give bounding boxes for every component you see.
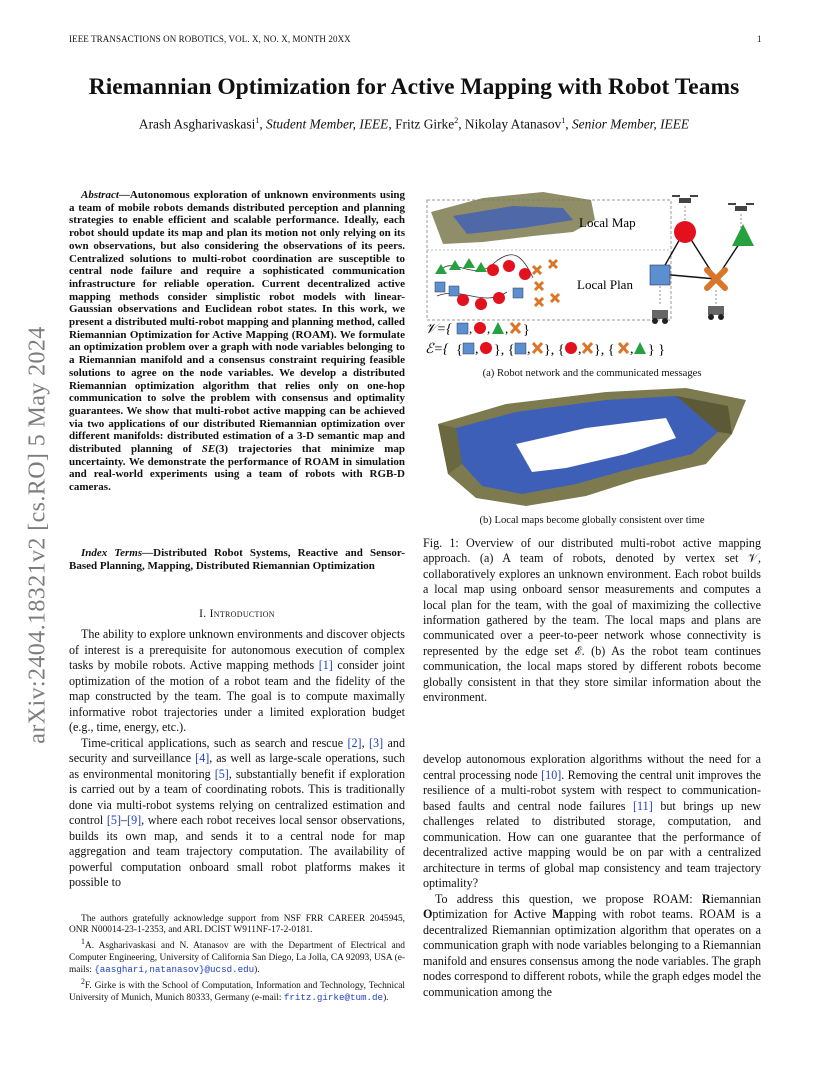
- text-run: . Removing the central unit improves the resilience of a multi-robot system with respect to communication-based faults and central node failures: [423, 767, 761, 813]
- text-run: develop autonomous exploration algorithms without the need for a central processing node: [423, 752, 761, 782]
- svg-text:} }: } }: [648, 343, 665, 358]
- blue-square-token: [513, 288, 523, 298]
- author-name: Nikolay Atanasov: [464, 116, 562, 132]
- arxiv-identifier-stamp: [22, 300, 54, 770]
- green-triangle-token: [475, 262, 487, 272]
- citation-link[interactable]: [3]: [369, 735, 384, 750]
- ground-robot-icon: [708, 306, 724, 320]
- ground-robot-icon: [652, 310, 668, 324]
- text-run: , where each robot receives local sensor observations, builds its own map, and sends it to a central node for map aggregation and team trajectory computation. The availability of powerful computation onboard small robot platforms makes it possible to: [69, 813, 405, 889]
- svg-text:}, {: }, {: [544, 343, 565, 358]
- citation-link[interactable]: [11]: [633, 798, 653, 813]
- section-number: I.: [199, 608, 210, 620]
- footnotes: [69, 914, 405, 1005]
- paragraph: [69, 627, 405, 736]
- svg-text:}: }: [523, 323, 530, 338]
- svg-text:,: ,: [475, 342, 479, 357]
- section-heading: [69, 608, 405, 620]
- text-run: ,: [361, 735, 370, 750]
- green-triangle-token: [463, 258, 475, 268]
- edge-set-symbols: [456, 342, 665, 358]
- text-run: A. Asgharivaskasi and N. Atanasov are with the Department of Electrical and Computer Engineering, University of California San Diego, La Jolla, CA 92093, USA (e-mails:: [69, 941, 405, 975]
- running-header: IEEE TRANSACTIONS ON ROBOTICS, VOL. X, NO. X, MONTH 20XX: [69, 34, 351, 44]
- email-link[interactable]: {aasghari,natanasov}@ucsd.edu: [94, 963, 255, 975]
- abstract-math-se-arg: (3): [215, 443, 229, 456]
- author-name: Fritz Girke: [395, 116, 455, 132]
- svg-text:,: ,: [505, 321, 509, 336]
- red-circle-token: [503, 260, 515, 272]
- index-terms-text: —Distributed Robot Systems, Reactive and Sensor-Based Planning, Mapping, Distributed Riemannian Optimization: [69, 547, 405, 572]
- robot-node-blue: [650, 265, 670, 285]
- green-triangle-token: [435, 264, 447, 274]
- text-run: To address this question, we propose ROAM:: [435, 891, 702, 906]
- footnote-mark: 2: [81, 977, 85, 987]
- local-map-label: Local Map: [579, 215, 636, 230]
- paper-title: Riemannian Optimization for Active Mapping with Robot Teams: [88, 74, 740, 100]
- text-run: , substantially benefit if exploration is carried out by a team of coordinating robots. This is traditionally done via multi-robot systems relying on centralized estimation and control: [69, 766, 406, 827]
- citation-link[interactable]: [9]: [127, 813, 142, 827]
- text-run: F. Girke is with the School of Computation, Information and Technology, Technical University of Munich, Munich 80333, Germany (e-mail:: [69, 981, 405, 1004]
- abstract: [69, 189, 405, 494]
- edge-set-label: ℰ={: [425, 342, 449, 357]
- svg-text:,: ,: [469, 321, 473, 336]
- introduction-text: [69, 627, 405, 891]
- text-run: consider joint optimization of the motion of a robot team and the fidelity of the map constructed by the team. The goal is to compute maximally informative robot trajectories under a limited exploration budget (e.g., time, energy, etc.).: [69, 658, 405, 734]
- footnote-funding: The authors gratefully acknowledge support from NSF FRR CAREER 2045945, ONR N00014-23-1-2353, and ARL DCIST W911NF-17-2-0181.: [69, 914, 405, 936]
- affiliation-mark: 1: [255, 116, 260, 125]
- abstract-lead: Abstract: [81, 189, 119, 201]
- svg-text:{: {: [456, 343, 463, 358]
- text-run: The ability to explore unknown environments and discover objects of interest is a prerequisite for autonomous execution of complex tasks by mobile robots. Active mapping methods: [69, 627, 405, 672]
- abstract-text-end: trajectories that minimize map uncertainty. We demonstrate the performance of ROAM in simulation and real-world experiments using a team of robots with RGB-D cameras.: [69, 443, 406, 494]
- acronym-letter: A: [513, 907, 523, 921]
- red-circle-token: [493, 292, 505, 304]
- citation-link[interactable]: [5]: [106, 813, 121, 827]
- svg-text:}, {: }, {: [494, 343, 515, 358]
- text-run: ).: [254, 964, 260, 975]
- paragraph: [423, 752, 761, 892]
- blue-square-token: [435, 282, 445, 292]
- citation-link[interactable]: [5]: [214, 766, 229, 781]
- network-edges: [660, 230, 743, 279]
- drone-icon: [728, 203, 754, 211]
- svg-text:,: ,: [578, 342, 582, 357]
- local-plan-label: Local Plan: [577, 277, 633, 292]
- author-role: Student Member, IEEE,: [266, 116, 392, 132]
- footnote-affiliation-1: [69, 936, 405, 976]
- blue-square-token: [449, 286, 459, 296]
- robot-leader-lines: [660, 206, 741, 306]
- email-link[interactable]: fritz.girke@tum.de: [283, 992, 384, 1004]
- svg-text:,: ,: [487, 321, 491, 336]
- robot-node-green: [732, 224, 754, 246]
- orange-cross-tokens: [533, 260, 559, 306]
- citation-link[interactable]: [10]: [541, 767, 562, 782]
- drone-icon: [672, 195, 698, 203]
- text-run: Time-critical applications, such as search and rescue: [81, 735, 348, 750]
- author-role: Senior Member, IEEE: [571, 116, 690, 132]
- text-run: , as well as large-scale operations, such as environmental monitoring: [69, 751, 405, 781]
- red-circle-token: [519, 268, 531, 280]
- index-terms-lead: Index Terms: [81, 547, 143, 559]
- footnote-mark: 1: [81, 937, 85, 947]
- citation-link[interactable]: [4]: [195, 751, 210, 765]
- paragraph: [423, 892, 761, 1001]
- vertex-set-symbols: [457, 321, 530, 338]
- text-run: –: [121, 813, 128, 827]
- paragraph: [69, 736, 405, 891]
- green-triangle-token: [449, 260, 461, 270]
- text-run: ctive: [522, 907, 553, 921]
- citation-link[interactable]: [2]: [347, 735, 362, 750]
- abstract-text: —Autonomous exploration of unknown environments using a team of mobile robots demands distributed perception and planning strategies to enable efficient and scalable performance. Ideally, each robot should update its map and plan its motion not only relying on its own observations, but also considering the observations of its peers. Centralized solutions to multi-robot coordination are susceptible to central node failure and require a sophisticated communication infrastructure for reliable operation. Current decentralized active mapping methods consider simplistic robot models with linear-Gaussian observations and Euclidean robot states. In this work, we present a distributed multi-robot mapping and planning method, called Riemannian Optimization for Active Mapping (ROAM). We formulate an optimization problem over a graph with node variables belonging to a Riemannian manifold and a consensus constraint requiring feasible solutions to agree on the node variables. We develop a distributed Riemannian optimization algorithm that relies only on one-hop communication to solve the problem with consensus and optimality guarantees. We show that multi-robot active mapping can be achieved via two applications of our distributed Riemannian optimization over different manifolds: distributed estimation of a 3-D semantic map and distributed planning of: [69, 189, 405, 456]
- acronym-letter: M: [552, 907, 564, 921]
- subfigure-caption-b: (b) Local maps become globally consistent over time: [479, 515, 705, 526]
- affiliation-mark: 2: [454, 116, 459, 125]
- text-run: apping with robot teams. ROAM is a decentralized Riemannian optimization algorithm that operates on a communication graph with node variables belonging to a Riemannian manifold and ensures consensus among the node variables. The graph nodes correspond to different robots, while the graph edges model the communication among the: [423, 907, 761, 999]
- robot-node-red: [674, 221, 696, 243]
- figure-global-map: [436, 384, 752, 512]
- svg-text:}, {: }, {: [594, 343, 615, 358]
- red-circle-token: [475, 298, 487, 310]
- text-run: iemannian: [710, 891, 761, 906]
- citation-link[interactable]: [1]: [318, 658, 333, 672]
- text-run: ptimization for: [432, 907, 514, 921]
- figure-caption: Fig. 1: Overview of our distributed multi-robot active mapping approach. (a) A team of robots, denoted by vertex set 𝒱, collaboratively explores an unknown environment. Each robot builds a local map using onboard sensor measurements and computes a local plan for the team, with the goal of maximizing the collective information gathered by the team. The local maps and plans are communicated over a peer-to-peer network whose connectivity is represented by the edge set ℰ. (b) As the robot team continues communication, the local maps stored by different robots become globally consistent in that they store similar information about the environment.: [423, 536, 761, 705]
- vertex-set-label: 𝒱={: [425, 322, 452, 337]
- acronym-letter: R: [701, 891, 711, 906]
- text-run: ).: [383, 993, 389, 1004]
- text-run: and security and surveillance: [69, 735, 405, 765]
- text-run: but brings up new challenges related to distributed storage, computation, and communication. How can one guarantee that the performance of decentralized active mapping would be on par with a centralized architecture in terms of global map consistency and team trajectory optimality?: [423, 798, 761, 890]
- acronym-letter: O: [423, 907, 433, 921]
- affiliation-mark: 1: [561, 116, 566, 125]
- svg-text:,: ,: [527, 342, 531, 357]
- abstract-math-se: SE: [201, 443, 216, 456]
- section-title: Introduction: [209, 608, 275, 620]
- red-circle-token: [487, 264, 499, 276]
- page-number: 1: [757, 34, 762, 44]
- right-column-text: [423, 752, 761, 1000]
- figure-robot-network: [423, 186, 763, 368]
- subfigure-caption-a: (a) Robot network and the communicated messages: [482, 368, 702, 379]
- author-list: Arash Asgharivaskasi$^1$, Student Member, IEEE, Fritz Girke$^2$, Nikolay Atanasov$^1$, Senior Member, IEEE: [138, 116, 690, 132]
- arxiv-identifier-text: arXiv:2404.18321v2 [cs.RO] 5 May 2024: [24, 326, 51, 744]
- index-terms: [69, 547, 405, 572]
- footnote-affiliation-2: [69, 976, 405, 1005]
- author-name: Arash Asgharivaskasi: [138, 116, 256, 132]
- svg-text:,: ,: [630, 342, 634, 357]
